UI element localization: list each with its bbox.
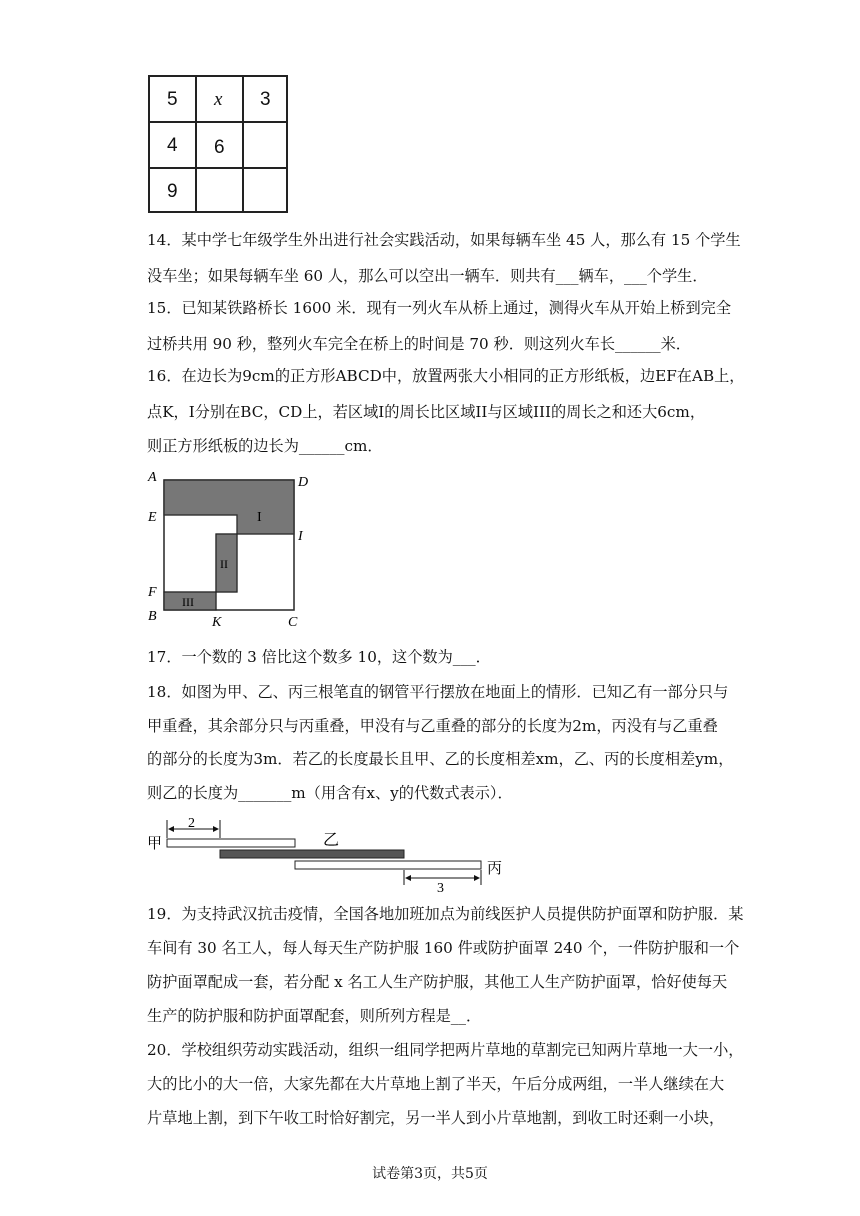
label-b: B — [148, 609, 157, 624]
q15-line2: 过桥共用 90 秒，整列火车完全在桥上的时间是 70 秒．则这列火车长______米． — [147, 335, 691, 353]
region-1-label: I — [257, 510, 262, 525]
q18-line3: 的部分的长度为3m．若乙的长度最长且甲、乙的长度相差xm，乙、丙的长度相差ym， — [147, 750, 734, 768]
q16-line3: 则正方形纸板的边长为______cm． — [147, 437, 383, 455]
square-figure — [140, 465, 320, 635]
label-jia: 甲 — [147, 836, 163, 852]
q20-line1: 20．学校组织劳动实践活动，组织一组同学把两片草地的草割完已知两片草地一大一小， — [147, 1041, 744, 1059]
q18-line4: 则乙的长度为_______m（用含有x、y的代数式表示）． — [147, 784, 513, 802]
q19-line4: 生产的防护服和防护面罩配套，则所列方程是__． — [147, 1007, 482, 1025]
grid-cell: 9 — [167, 181, 178, 202]
region-1 — [164, 480, 294, 534]
q18-line1: 18．如图为甲、乙、丙三根笔直的钢管平行摆放在地面上的情形．已知乙有一部分只与 — [147, 683, 729, 701]
q19-line2: 车间有 30 名工人，每人每天生产防护服 160 件或防护面罩 240 个，一件防护服和一个 — [147, 939, 740, 957]
pipe-jia — [167, 839, 295, 847]
q17-line1: 17．一个数的 3 倍比这个数多 10，这个数为___． — [147, 648, 491, 666]
q16-line2: 点K，I分别在BC，CD上，若区域I的周长比区域II与区域III的周长之和还大6cm， — [147, 403, 706, 421]
label-bing: 丙 — [487, 861, 503, 877]
grid-cell: 6 — [214, 137, 225, 158]
grid-cell: x — [214, 89, 223, 110]
label-k: K — [212, 615, 222, 630]
label-c: C — [288, 615, 298, 630]
label-f: F — [148, 585, 157, 600]
q15-line1: 15．已知某铁路桥长 1600 米．现有一列火车从桥上通过，测得火车从开始上桥到完全 — [147, 299, 732, 317]
pipe-bing — [295, 861, 481, 869]
q20-line2: 大的比小的大一倍，大家先都在大片草地上割了半天，午后分成两组，一半人继续在大 — [147, 1075, 725, 1093]
label-yi: 乙 — [323, 832, 340, 849]
label-i: I — [298, 529, 303, 544]
grid-line — [242, 77, 244, 211]
label-d: D — [298, 475, 309, 490]
q20-line3: 片草地上割，到下午收工时恰好割完，另一半人到小片草地割，到收工时还剩一小块， — [147, 1109, 725, 1127]
number-grid — [148, 75, 288, 213]
pipes-figure — [145, 815, 515, 895]
page-footer: 试卷第3页，共5页 — [372, 1166, 488, 1182]
q14-line1: 14．某中学七年级学生外出进行社会实践活动，如果每辆车坐 45 人，那么有 15 个学生 — [147, 231, 741, 249]
label-e: E — [148, 510, 157, 525]
grid-line — [150, 121, 286, 123]
grid-cell: 3 — [260, 89, 271, 110]
q19-line3: 防护面罩配成一套，若分配 x 名工人生产防护服，其他工人生产防护面罩，恰好使每天 — [147, 973, 728, 991]
q14-line2: 没车坐；如果每辆车坐 60 人，那么可以空出一辆车．则共有___辆车，___个学生． — [147, 267, 708, 285]
q19-line1: 19．为支持武汉抗击疫情，全国各地加班加点为前线医护人员提供防护面罩和防护服．某 — [147, 905, 744, 923]
label-a: A — [148, 470, 157, 485]
region-2-label: II — [220, 557, 228, 571]
grid-line — [195, 77, 197, 211]
dim-2-label: 2 — [188, 816, 195, 831]
dim-3-label: 3 — [437, 881, 444, 895]
q18-line2: 甲重叠，其余部分只与丙重叠，甲没有与乙重叠的部分的长度为2m，丙没有与乙重叠 — [147, 717, 718, 735]
grid-cell: 4 — [167, 135, 178, 156]
pipe-yi — [220, 850, 404, 858]
q16-line1: 16．在边长为9cm的正方形ABCD中，放置两张大小相同的正方形纸板，边EF在AB上， — [147, 367, 745, 385]
grid-cell: 5 — [167, 89, 178, 110]
region-3-label: III — [182, 595, 194, 609]
grid-line — [150, 167, 286, 169]
